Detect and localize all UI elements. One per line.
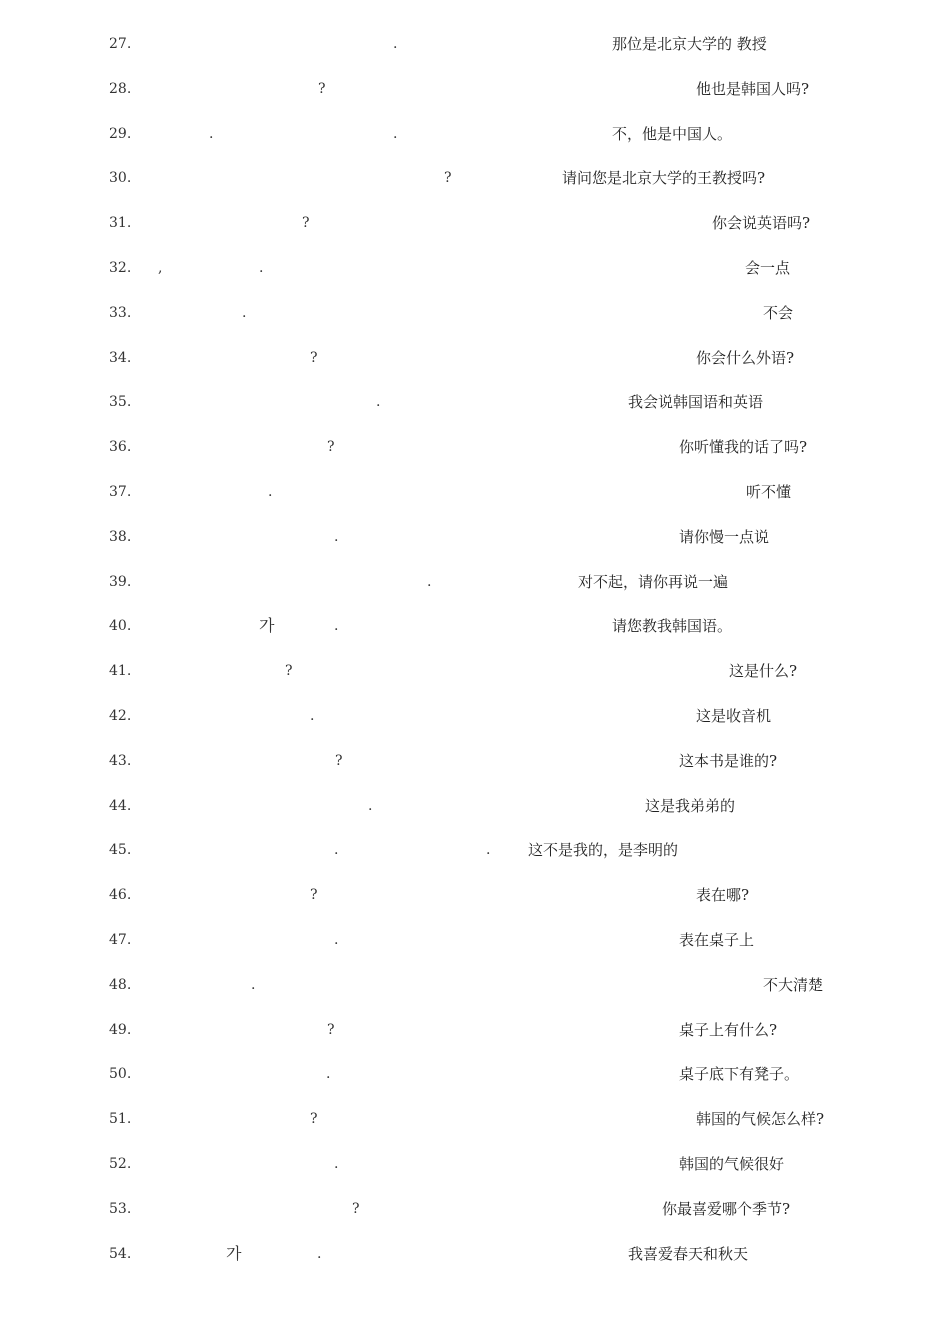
- punctuation-mark: ,: [158, 260, 163, 276]
- list-item: [0, 792, 950, 820]
- list-item: [0, 612, 950, 640]
- chinese-translation: 你会什么外语?: [696, 348, 795, 367]
- item-number: 54.: [109, 1245, 132, 1262]
- punctuation-mark: .: [259, 260, 264, 276]
- chinese-translation: 你会说英语吗?: [712, 214, 811, 233]
- chinese-translation: 我喜爱春天和秋天: [628, 1244, 749, 1263]
- list-item: [0, 657, 950, 685]
- chinese-translation: 不会: [763, 303, 794, 322]
- item-number: 31.: [109, 215, 132, 232]
- list-item: [0, 30, 950, 58]
- punctuation-mark: .: [334, 932, 339, 948]
- punctuation-mark: ?: [327, 439, 335, 456]
- list-item: [0, 164, 950, 192]
- list-item: [0, 971, 950, 999]
- list-item: [0, 299, 950, 327]
- chinese-translation: 你最喜爱哪个季节?: [662, 1199, 791, 1218]
- punctuation-mark: ?: [310, 349, 318, 366]
- chinese-translation: 请你慢一点说: [679, 527, 770, 546]
- punctuation-mark: ?: [310, 887, 318, 904]
- punctuation-mark: .: [368, 797, 373, 814]
- item-number: 46.: [109, 887, 132, 904]
- list-item: [0, 1016, 950, 1044]
- punctuation-mark: ?: [327, 1021, 335, 1038]
- punctuation-mark: .: [209, 125, 214, 142]
- item-number: 42.: [109, 708, 132, 724]
- punctuation-mark: ?: [444, 170, 452, 187]
- list-item: [0, 344, 950, 372]
- item-number: 39.: [109, 573, 132, 590]
- chinese-translation: 韩国的气候怎么样?: [696, 1110, 825, 1129]
- list-item: [0, 478, 950, 506]
- list-item: [0, 433, 950, 461]
- punctuation-mark: ?: [352, 1200, 360, 1217]
- punctuation-mark: ?: [285, 663, 293, 680]
- list-item: [0, 254, 950, 282]
- list-item: [0, 1105, 950, 1133]
- punctuation-mark: .: [427, 573, 432, 590]
- punctuation-mark: .: [376, 394, 381, 411]
- punctuation-mark: ?: [318, 80, 326, 97]
- item-number: 51.: [109, 1111, 132, 1128]
- punctuation-mark: .: [242, 304, 247, 321]
- chinese-translation: 他也是韩国人吗?: [696, 79, 810, 98]
- punctuation-mark: .: [393, 125, 398, 142]
- chinese-translation: 表在桌子上: [679, 931, 755, 949]
- item-number: 52.: [109, 1156, 132, 1172]
- punctuation-mark: ?: [310, 1111, 318, 1128]
- list-item: [0, 568, 950, 596]
- punctuation-mark: .: [334, 618, 339, 635]
- list-item: [0, 1060, 950, 1088]
- item-number: 47.: [109, 932, 132, 948]
- list-item: [0, 702, 950, 730]
- item-number: 49.: [109, 1021, 132, 1038]
- item-number: 41.: [109, 663, 132, 680]
- item-number: 45.: [109, 842, 132, 859]
- item-number: 33.: [109, 304, 132, 321]
- chinese-translation: 不，他是中国人。: [612, 124, 733, 143]
- item-number: 36.: [109, 439, 132, 456]
- punctuation-mark: .: [393, 36, 398, 52]
- chinese-translation: 请问您是北京大学的王教授吗?: [562, 169, 766, 188]
- item-number: 35.: [109, 394, 132, 411]
- punctuation-mark: .: [486, 842, 491, 859]
- chinese-translation: 这是什么?: [729, 662, 798, 681]
- chinese-translation: 听不懂: [746, 483, 792, 501]
- chinese-translation: 对不起，请你再说一遍: [578, 572, 729, 591]
- chinese-translation: 韩国的气候很好: [679, 1155, 785, 1173]
- punctuation-mark: .: [326, 1066, 331, 1083]
- item-number: 43.: [109, 752, 132, 769]
- list-item: [0, 1240, 950, 1268]
- chinese-translation: 那位是北京大学的 教授: [612, 35, 767, 53]
- item-number: 37.: [109, 484, 132, 500]
- korean-text: 가: [226, 1243, 242, 1263]
- chinese-translation: 不大清楚: [763, 975, 824, 994]
- item-number: 53.: [109, 1200, 132, 1217]
- item-number: 48.: [109, 976, 132, 993]
- list-item: [0, 523, 950, 551]
- item-number: 40.: [109, 618, 132, 635]
- korean-text: 가: [259, 616, 275, 636]
- chinese-translation: 桌子底下有凳子。: [679, 1065, 800, 1084]
- punctuation-mark: .: [334, 842, 339, 859]
- punctuation-mark: .: [334, 1156, 339, 1172]
- item-number: 29.: [109, 125, 132, 142]
- chinese-translation: 请您教我韩国语。: [612, 617, 733, 636]
- chinese-translation: 这不是我的，是李明的: [528, 841, 679, 860]
- item-number: 30.: [109, 170, 132, 187]
- item-number: 28.: [109, 80, 132, 97]
- list-item: [0, 926, 950, 954]
- punctuation-mark: .: [317, 1245, 322, 1262]
- list-item: [0, 209, 950, 237]
- list-item: [0, 836, 950, 864]
- item-number: 27.: [109, 36, 132, 52]
- chinese-translation: 表在哪?: [696, 886, 750, 905]
- chinese-translation: 这是收音机: [696, 707, 772, 725]
- punctuation-mark: ?: [302, 215, 310, 232]
- item-number: 50.: [109, 1066, 132, 1083]
- list-item: [0, 881, 950, 909]
- item-number: 32.: [109, 260, 132, 276]
- punctuation-mark: .: [268, 484, 273, 500]
- chinese-translation: 你听懂我的话了吗?: [679, 438, 808, 457]
- list-item: [0, 1150, 950, 1178]
- list-item: [0, 120, 950, 148]
- chinese-translation: 会一点: [745, 259, 791, 277]
- punctuation-mark: .: [334, 528, 339, 545]
- item-number: 34.: [109, 349, 132, 366]
- chinese-translation: 我会说韩国语和英语: [628, 393, 764, 412]
- item-number: 44.: [109, 797, 132, 814]
- list-item: [0, 388, 950, 416]
- chinese-translation: 这是我弟弟的: [645, 796, 736, 815]
- punctuation-mark: ?: [335, 752, 343, 769]
- punctuation-mark: .: [251, 976, 256, 993]
- punctuation-mark: .: [310, 708, 315, 724]
- item-number: 38.: [109, 528, 132, 545]
- list-item: [0, 1195, 950, 1223]
- chinese-translation: 桌子上有什么?: [679, 1020, 778, 1039]
- list-item: [0, 75, 950, 103]
- list-item: [0, 747, 950, 775]
- chinese-translation: 这本书是谁的?: [679, 751, 778, 770]
